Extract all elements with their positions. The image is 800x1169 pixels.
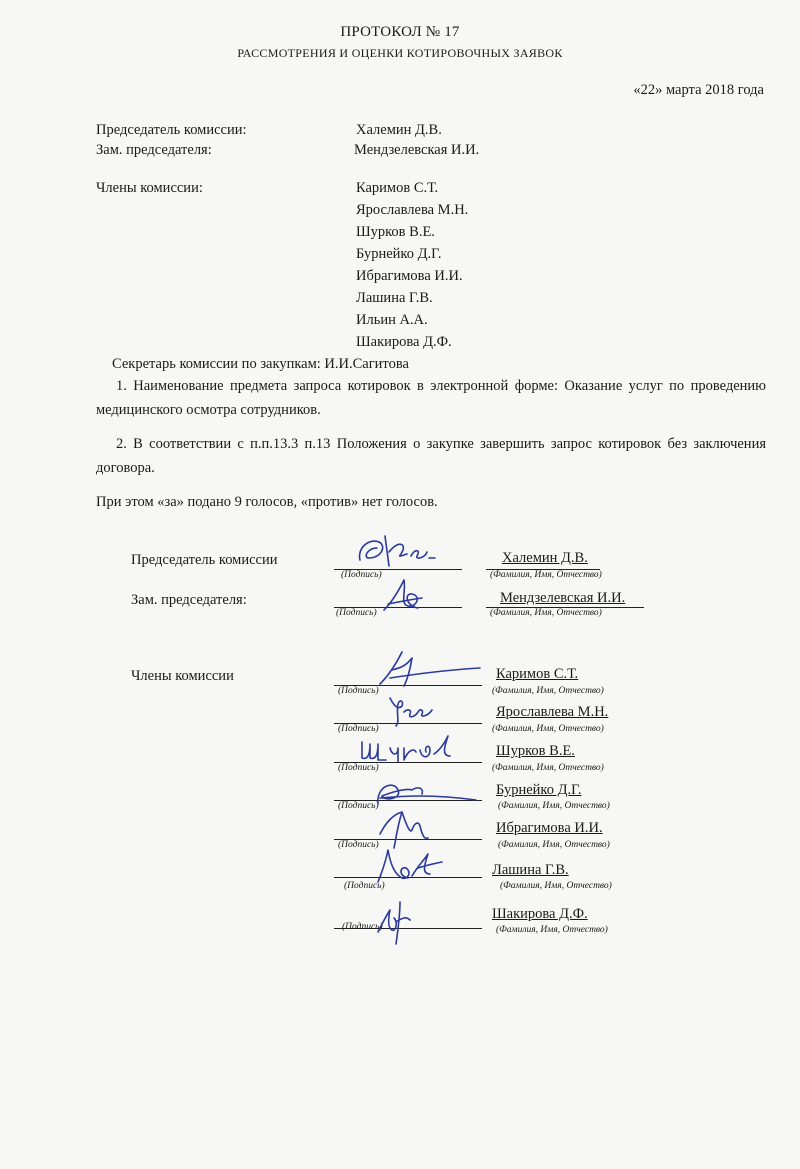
name-caption: (Фамилия, Имя, Отчество) [496,925,608,935]
member-name: Лашина Г.В. [356,290,433,306]
signature-caption: (Подпись) [338,840,379,850]
members-label: Члены комиссии: [96,180,203,196]
name-caption: (Фамилия, Имя, Отчество) [492,763,604,773]
handwritten-signature [384,692,444,728]
member-name: Шурков В.Е. [356,224,435,240]
handwritten-signature [355,530,455,570]
agenda-item-2: 2. В соответствии с п.п.13.3 п.13 Положения о закупке завершить запрос котировок без заключения договора. [96,436,766,476]
signature-caption: (Подпись) [338,801,379,811]
document-subtitle: РАССМОТРЕНИЯ И ОЦЕНКИ КОТИРОВОЧНЫХ ЗАЯВОК [237,46,563,60]
member-name: Ильин А.А. [356,312,428,328]
name-caption: (Фамилия, Имя, Отчество) [492,686,604,696]
secretary-line: Секретарь комиссии по закупкам: И.И.Сагитова [112,356,409,372]
handwritten-signature [358,730,468,766]
signature-caption: (Подпись) [342,922,383,932]
handwritten-signature [378,578,438,614]
name-caption: (Фамилия, Имя, Отчество) [500,881,612,891]
document-title: ПРОТОКОЛ № 17 [340,24,460,40]
member-name: Бурнейко Д.Г. [356,246,442,262]
sig-member-name: Шакирова Д.Ф. [492,906,588,922]
chair-name: Халемин Д.В. [356,122,442,138]
sig-member-name: Бурнейко Д.Г. [496,782,582,798]
sig-deputy-name: Мендзелевская И.И. [500,590,626,606]
sig-chair-name: Халемин Д.В. [502,550,588,566]
sig-member-name: Каримов С.Т. [496,666,579,682]
signature-caption: (Подпись) [338,686,379,696]
name-caption: (Фамилия, Имя, Отчество) [490,608,602,618]
signature-caption: (Подпись) [338,763,379,773]
signature-caption: (Подпись) [341,570,382,580]
chair-label: Председатель комиссии: [96,122,247,138]
sig-member-name: Ибрагимова И.И. [496,820,603,836]
handwritten-signature [374,804,444,852]
document-date: «22» марта 2018 года [633,82,764,98]
signature-caption: (Подпись) [344,881,385,891]
sig-chair-label: Председатель комиссии [131,552,278,568]
sig-deputy-label: Зам. председателя: [131,592,247,608]
handwritten-signature [372,846,452,886]
signature-caption: (Подпись) [336,608,377,618]
member-name: Ибрагимова И.И. [356,268,463,284]
sig-members-label: Члены комиссии [131,668,234,684]
deputy-label: Зам. председателя: [96,142,212,158]
name-caption: (Фамилия, Имя, Отчество) [492,724,604,734]
member-name: Каримов С.Т. [356,180,439,196]
name-caption: (Фамилия, Имя, Отчество) [498,840,610,850]
agenda-item-1: 1. Наименование предмета запроса котировок в электронной форме: Оказание услуг по проведению медицинского осмотра сотрудников. [96,378,766,418]
name-caption: (Фамилия, Имя, Отчество) [490,570,602,580]
handwritten-signature [376,648,486,688]
signature-caption: (Подпись) [338,724,379,734]
member-name: Шакирова Д.Ф. [356,334,452,350]
handwritten-signature [372,898,422,948]
sig-member-name: Лашина Г.В. [492,862,569,878]
sig-member-name: Ярославлева М.Н. [496,704,609,720]
member-name: Ярославлева М.Н. [356,202,469,218]
name-caption: (Фамилия, Имя, Отчество) [498,801,610,811]
vote-result: При этом «за» подано 9 голосов, «против» нет голосов. [96,494,438,510]
sig-member-name: Шурков В.Е. [496,743,575,759]
deputy-name: Мендзелевская И.И. [354,142,480,158]
